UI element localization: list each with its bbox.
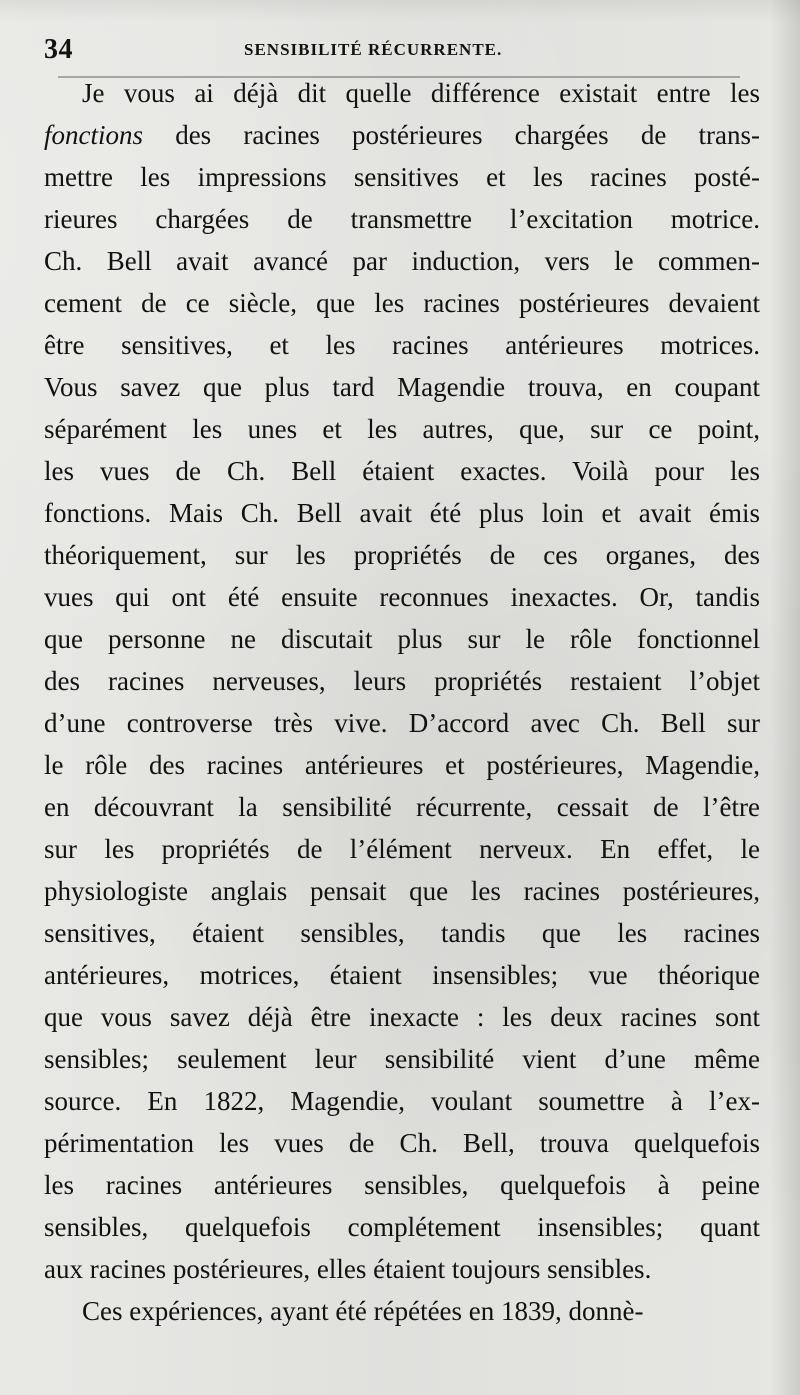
text-segment: source. En 1822, Magendie, voulant soumettre à l’ex- xyxy=(44,1086,760,1116)
text-line xyxy=(44,1248,760,1290)
paragraph xyxy=(44,1290,760,1332)
text-line xyxy=(44,450,760,492)
text-line xyxy=(44,282,760,324)
text-segment: physiologiste anglais pensait que les racines postérieures, xyxy=(44,876,760,906)
text-line xyxy=(44,576,760,618)
text-line xyxy=(44,744,760,786)
text-line xyxy=(44,912,760,954)
text-segment: être sensitives, et les racines antérieures motrices. xyxy=(44,330,760,360)
text-segment: que vous savez déjà être inexacte : les deux racines sont xyxy=(44,1002,760,1032)
text-segment: Ch. Bell avait avancé par induction, vers le commen- xyxy=(44,246,760,276)
text-segment: des racines nerveuses, leurs propriétés restaient l’objet xyxy=(44,666,760,696)
text-segment: rieures chargées de transmettre l’excitation motrice. xyxy=(44,204,760,234)
text-segment: en découvrant la sensibilité récurrente, cessait de l’être xyxy=(44,792,760,822)
text-segment: les vues de Ch. Bell étaient exactes. Voilà pour les xyxy=(44,456,760,486)
page-edge-shadow xyxy=(770,0,800,1395)
text-segment: d’une controverse très vive. D’accord avec Ch. Bell sur xyxy=(44,708,760,738)
page-top-shadow xyxy=(0,0,800,22)
text-segment: des racines postérieures chargées de trans- xyxy=(143,120,760,150)
text-line xyxy=(44,1122,760,1164)
text-line xyxy=(44,72,760,114)
text-segment: aux racines postérieures, elles étaient toujours sensibles. xyxy=(44,1254,652,1284)
text-line xyxy=(44,408,760,450)
text-line xyxy=(44,828,760,870)
text-line xyxy=(44,1080,760,1122)
text-line xyxy=(44,324,760,366)
text-segment: vues qui ont été ensuite reconnues inexactes. Or, tandis xyxy=(44,582,760,612)
text-segment: Ces expériences, ayant été répétées en 1839, donnè- xyxy=(82,1296,644,1326)
text-line xyxy=(44,534,760,576)
text-line xyxy=(44,786,760,828)
main-text xyxy=(44,72,760,1332)
text-line xyxy=(44,702,760,744)
text-segment: théoriquement, sur les propriétés de ces organes, des xyxy=(44,540,760,570)
text-line xyxy=(44,1290,760,1332)
text-line xyxy=(44,996,760,1038)
text-segment: périmentation les vues de Ch. Bell, trouva quelquefois xyxy=(44,1128,760,1158)
text-segment: antérieures, motrices, étaient insensibles; vue théorique xyxy=(44,960,760,990)
text-segment: cement de ce siècle, que les racines postérieures devaient xyxy=(44,288,760,318)
text-segment: Vous savez que plus tard Magendie trouva, en coupant xyxy=(44,372,760,402)
text-segment: que personne ne discutait plus sur le rôle fonctionnel xyxy=(44,624,760,654)
italic-text: fonctions xyxy=(44,120,143,150)
text-line xyxy=(44,1038,760,1080)
text-segment: mettre les impressions sensitives et les racines posté- xyxy=(44,162,760,192)
text-segment: fonctions. Mais Ch. Bell avait été plus loin et avait émis xyxy=(44,498,760,528)
page-number: 34 xyxy=(44,34,73,65)
text-segment: les racines antérieures sensibles, quelquefois à peine xyxy=(44,1170,760,1200)
text-segment: sur les propriétés de l’élément nerveux. En effet, le xyxy=(44,834,760,864)
text-line xyxy=(44,198,760,240)
page-header xyxy=(44,34,760,64)
text-line xyxy=(44,618,760,660)
text-segment: sensibles, quelquefois complétement insensibles; quant xyxy=(44,1212,760,1242)
text-segment: sensitives, étaient sensibles, tandis que les racines xyxy=(44,918,760,948)
text-line xyxy=(44,660,760,702)
text-line xyxy=(44,954,760,996)
text-segment: Je vous ai déjà dit quelle différence existait entre les xyxy=(82,78,760,108)
text-line xyxy=(44,492,760,534)
text-line xyxy=(44,1164,760,1206)
text-line xyxy=(44,240,760,282)
text-segment: séparément les unes et les autres, que, sur ce point, xyxy=(44,414,760,444)
text-segment: sensibles; seulement leur sensibilité vient d’une même xyxy=(44,1044,760,1074)
text-line xyxy=(44,156,760,198)
running-head: SENSIBILITÉ RÉCURRENTE. xyxy=(244,40,503,59)
paragraph xyxy=(44,72,760,1290)
text-line xyxy=(44,114,760,156)
text-line xyxy=(44,1206,760,1248)
text-line xyxy=(44,870,760,912)
text-line xyxy=(44,366,760,408)
text-segment: le rôle des racines antérieures et postérieures, Magendie, xyxy=(44,750,760,780)
